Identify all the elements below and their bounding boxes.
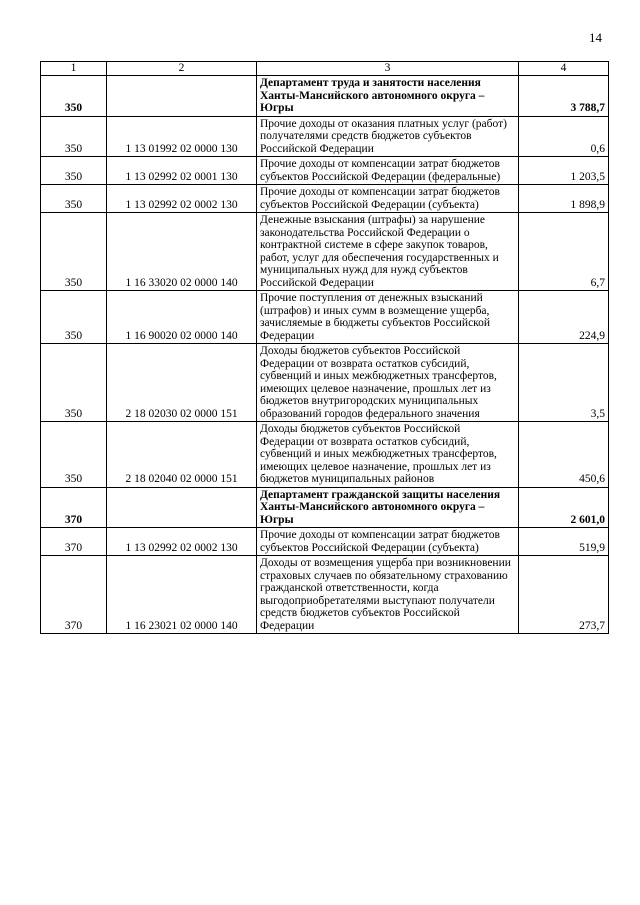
revenue-code-cell: 1 16 90020 02 0000 140 <box>107 291 257 344</box>
admin-code-cell: 350 <box>41 291 107 344</box>
table-header-row <box>41 62 609 76</box>
revenue-name-cell: Департамент гражданской защиты населения Ханты-Мансийского автономного округа – Югры <box>257 487 519 528</box>
revenue-name-cell: Департамент труда и занятости населения Ханты-Мансийского автономного округа – Югры <box>257 76 519 117</box>
admin-code-cell: 350 <box>41 76 107 117</box>
revenue-name-cell: Прочие доходы от компенсации затрат бюджетов субъектов Российской Федерации (субъекта) <box>257 185 519 213</box>
admin-code-cell: 350 <box>41 344 107 422</box>
amount-cell: 273,7 <box>519 556 609 634</box>
revenue-code-cell: 1 13 02992 02 0001 130 <box>107 157 257 185</box>
table-row <box>41 116 609 157</box>
table-row <box>41 528 609 556</box>
revenue-code-cell: 1 13 02992 02 0002 130 <box>107 185 257 213</box>
admin-code-cell: 370 <box>41 556 107 634</box>
amount-cell: 6,7 <box>519 213 609 291</box>
amount-cell: 2 601,0 <box>519 487 609 528</box>
table-row <box>41 422 609 488</box>
header-cell-2: 2 <box>107 62 257 76</box>
revenue-code-cell <box>107 487 257 528</box>
revenue-name-cell: Прочие поступления от денежных взысканий (штрафов) и иных сумм в возмещение ущерба, зачисляемые в бюджеты субъектов Российской Федерации <box>257 291 519 344</box>
revenue-name-cell: Доходы бюджетов субъектов Российской Федерации от возврата остатков субсидий, субвенций и иных межбюджетных трансфертов, имеющих целевое назначение, прошлых лет из бюджетов внутригородских муниципальных образований городов федерального значения <box>257 344 519 422</box>
admin-code-cell: 350 <box>41 157 107 185</box>
amount-cell: 0,6 <box>519 116 609 157</box>
amount-cell: 1 203,5 <box>519 157 609 185</box>
revenue-code-cell <box>107 76 257 117</box>
table-row <box>41 213 609 291</box>
amount-cell: 450,6 <box>519 422 609 488</box>
table-row <box>41 556 609 634</box>
admin-code-cell: 370 <box>41 487 107 528</box>
revenue-code-cell: 2 18 02030 02 0000 151 <box>107 344 257 422</box>
amount-cell: 224,9 <box>519 291 609 344</box>
header-cell-3: 3 <box>257 62 519 76</box>
table-section-row <box>41 76 609 117</box>
admin-code-cell: 350 <box>41 213 107 291</box>
revenue-name-cell: Прочие доходы от оказания платных услуг (работ) получателями средств бюджетов субъектов Российской Федерации <box>257 116 519 157</box>
revenue-name-cell: Прочие доходы от компенсации затрат бюджетов субъектов Российской Федерации (федеральные) <box>257 157 519 185</box>
revenue-code-cell: 1 16 23021 02 0000 140 <box>107 556 257 634</box>
revenue-code-cell: 1 13 01992 02 0000 130 <box>107 116 257 157</box>
revenue-name-cell: Доходы от возмещения ущерба при возникновении страховых случаев по обязательному страхованию гражданской ответственности, когда выгодоприобретателями выступают получатели средств бюджетов субъектов Российской Федерации <box>257 556 519 634</box>
revenue-code-cell: 1 16 33020 02 0000 140 <box>107 213 257 291</box>
page-number: 14 <box>589 30 602 45</box>
admin-code-cell: 350 <box>41 116 107 157</box>
revenue-name-cell: Доходы бюджетов субъектов Российской Федерации от возврата остатков субсидий, субвенций и иных межбюджетных трансфертов, имеющих целевое назначение, прошлых лет из бюджетов муниципальных районов <box>257 422 519 488</box>
table-row <box>41 185 609 213</box>
amount-cell: 519,9 <box>519 528 609 556</box>
table-row <box>41 344 609 422</box>
revenue-code-cell: 1 13 02992 02 0002 130 <box>107 528 257 556</box>
amount-cell: 3,5 <box>519 344 609 422</box>
revenue-name-cell: Денежные взыскания (штрафы) за нарушение законодательства Российской Федерации о контрактной системе в сфере закупок товаров, работ, услуг для обеспечения государственных и муниципальных нужд для нужд субъектов Российской Федерации <box>257 213 519 291</box>
header-cell-4: 4 <box>519 62 609 76</box>
header-cell-1: 1 <box>41 62 107 76</box>
revenue-table <box>40 61 609 634</box>
table-row <box>41 291 609 344</box>
admin-code-cell: 370 <box>41 528 107 556</box>
amount-cell: 1 898,9 <box>519 185 609 213</box>
revenue-code-cell: 2 18 02040 02 0000 151 <box>107 422 257 488</box>
amount-cell: 3 788,7 <box>519 76 609 117</box>
revenue-name-cell: Прочие доходы от компенсации затрат бюджетов субъектов Российской Федерации (субъекта) <box>257 528 519 556</box>
admin-code-cell: 350 <box>41 422 107 488</box>
admin-code-cell: 350 <box>41 185 107 213</box>
table-section-row <box>41 487 609 528</box>
table-row <box>41 157 609 185</box>
